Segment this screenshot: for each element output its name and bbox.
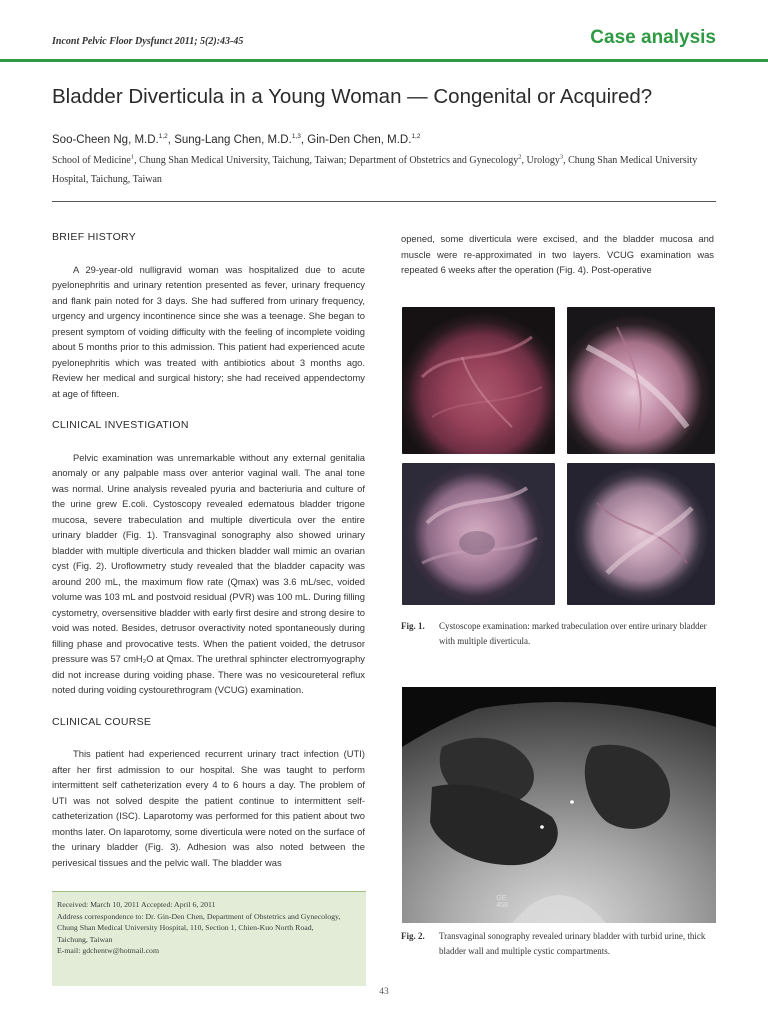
affiliation-text: School of Medicine [52,155,131,166]
figure-1-caption [401,619,716,649]
page-number: 43 [379,987,389,997]
clinical-investigation-paragraph: Pelvic examination was unremarkable without any external genitalia anomaly or any palpable mass over anterior vaginal wall. The anal tone was normal. Urine analysis revealed pyuria and bacteriuria and culture of the urine grew E.coli. Cystoscopy revealed edematous bladder trigone mucosa, severe trabeculation and multiple diverticula over the entire urinary bladder (Fig. 1). Transvaginal sonography also showed urinary bladder with multiple diverticula and thicken bladder wall mimic an ovarian cyst (Fig. 2). Uroflowmetry study revealed that the bladder capacity was around 200 mL, the maximum flow rate (Qmax) was 3.6 mL/sec, voided volume was 103 mL and postvoid residual (PVR) was 100 mL. During filling cystometry, oversensitive bladder with early first desire and strong desire to void was noted. Besides, detrusor overactivity noted spontaneously during filling phase and provocative tests. When the patient voided, the detrusor pressure was 57 cmH₂O at Qmax. The urethral sphincter electromyography did not increase during voiding phase. There was no vesicoureteral reflux noted during voiding cystourethrogram (VCUG) examination. [52,451,365,695]
author-name: Sung-Lang Chen, M.D. [174,134,292,146]
title-divider [52,201,716,202]
correspondence-email[interactable]: E-mail: gdchentw@hotmail.com [57,946,160,956]
affiliation-marker: 1 [130,153,135,161]
cystoscope-photo-4 [567,463,715,605]
correspondence-address: Chung Shan Medical University Hospital, 110, Section 1, Chien-Kuo North Road, [57,923,314,933]
ultrasound-image [402,687,716,923]
left-column [52,230,365,886]
author-affiliation-marker: 1,2 [158,133,168,141]
article-title: Bladder Diverticula in a Young Woman — Congenital or Acquired? [52,85,653,108]
author-separator: , [300,134,308,146]
affiliation-text: , Chung Shan Medical University Hospital, Taichung, Taiwan [52,155,698,185]
author-name: Soo-Cheen Ng, M.D. [52,134,159,146]
author-list [52,134,420,146]
figure-2-label: Fig. 2. [401,931,425,941]
cystoscope-photo-1 [402,307,555,454]
header-rule [0,59,768,62]
author-separator: , [167,134,175,146]
ultrasound-scan [402,687,716,923]
affiliations [52,151,718,189]
trabeculation-texture [567,463,715,605]
ultrasound-marker-bottom: 458 [496,902,508,909]
section-heading-brief-history: BRIEF HISTORY [52,231,137,243]
affiliation-text: , Chung Shan Medical University, Taichung, Taiwan; Department of Obstetrics and Gynecology [134,155,519,166]
figure-1-label: Fig. 1. [401,621,425,631]
affiliation-text: , Urology [521,155,560,166]
section-label: Case analysis [590,27,716,48]
trabeculation-texture [402,463,555,605]
cystoscope-photo-2 [567,307,715,454]
brief-history-paragraph: A 29-year-old nulligravid woman was hospitalized due to acute pyelonephritis and urinary retention presented as fever, urinary frequency and flank pain noted for 3 days. She had suffered from urinary frequency, urgency and urgency incontinence since she was a teenage. She began to present symptom of voiding difficulty with the feeling of incomplete voiding about 5 months prior to this admission. This patient had experienced acute pyelonephritis which was treated with antibiotics about 3 months ago. Review her medical and surgical history; she had received appendectomy at age of fifteen. [52,263,365,399]
correspondence-address: Address correspondence to: Dr. Gin-Den Chen, Department of Obstetrics and Gynecology, [57,911,341,921]
journal-citation: Incont Pelvic Floor Dysfunct 2011; 5(2):43-45 [52,36,244,47]
ultrasound-marker [496,895,508,909]
author-affiliation-marker: 1,2 [411,133,421,141]
correspondence-address: Taichung, Taiwan [57,934,113,944]
received-dates: Received: March 10, 2011 Accepted: April 6, 2011 [57,900,216,909]
clinical-course-continued: opened, some diverticula were excised, and the bladder mucosa and muscle were re-approximated in two layers. VCUG examination was repeated 6 weeks after the operation (Fig. 4). Post-operative [401,233,714,275]
affiliation-marker: 3 [559,153,564,161]
clinical-course-paragraph: This patient had experienced recurrent urinary tract infection (UTI) after her first admission to our hospital. She was taught to perform intermittent self catheterization every 4 to 6 hours a day. The problem of UTI was not solved despite the patient continue to intermittent self-catheterization (ISC). Laparotomy was performed for this patient about two months later. On laparotomy, some diverticula were noted on the surface of the urinary bladder (Fig. 3). Adhesion was also noted between the perivesical tissues and the pelvic wall. The bladder was [52,748,365,868]
ultrasound-marker-top: GE [496,895,507,902]
author-name: Gin-Den Chen, M.D. [307,134,412,146]
section-heading-clinical-course: CLINICAL COURSE [52,715,152,728]
trabeculation-texture [567,307,715,454]
right-column [401,231,714,278]
affiliation-marker: 2 [518,153,522,161]
figure-2-caption-text: Transvaginal sonography revealed urinary bladder with turbid urine, thick bladder wall and multiple cystic compartments. [439,931,706,956]
author-affiliation-marker: 1,3 [291,133,301,141]
cystoscope-photo-3 [402,463,555,605]
correspondence-box [52,891,366,986]
section-heading-clinical-investigation: CLINICAL INVESTIGATION [52,419,189,431]
figure-2-caption [401,929,716,959]
figure-1-caption-text: Cystoscope examination: marked trabeculation over entire urinary bladder with multiple diverticula. [439,621,707,646]
trabeculation-texture [402,307,555,454]
